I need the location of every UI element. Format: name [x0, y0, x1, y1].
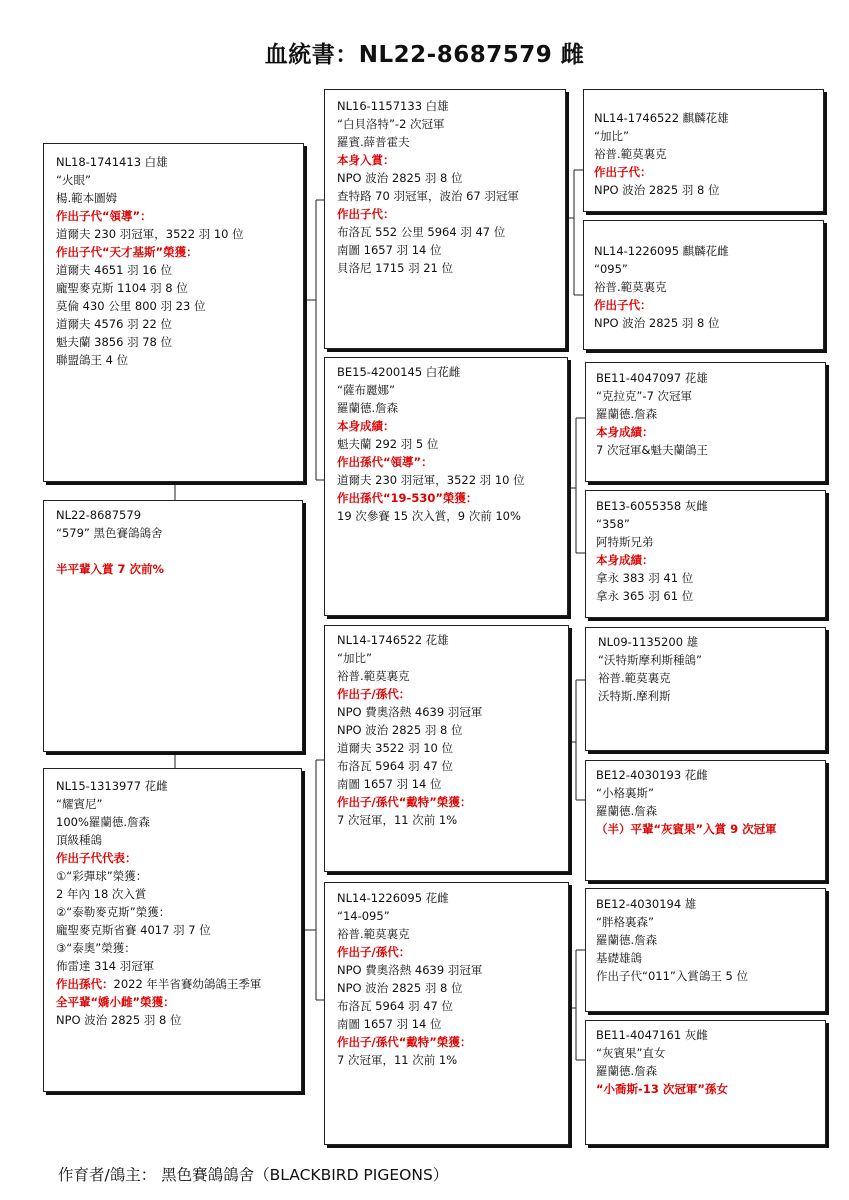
pedigree-line: ③“泰奧”榮獲：: [56, 941, 136, 955]
highlight-line: 半平輩入賞 7 次前%: [56, 562, 165, 576]
pedigree-line: “白貝洛特”-2 次冠軍: [337, 117, 445, 131]
pedigree-line: 基礎雄鴿: [596, 951, 642, 965]
sire-sire-dam-box: [583, 220, 824, 350]
ring-number: NL22-8687579: [56, 508, 142, 522]
connector-sire-parents: [304, 200, 324, 480]
pedigree-line: 羅賓.薛普霍夫: [337, 135, 410, 149]
ring-number: BE13-6055358 灰雌: [596, 499, 708, 513]
pedigree-line: 羅蘭德.詹森: [596, 1064, 658, 1078]
pedigree-line: 裕普.範莫裏克: [594, 147, 667, 161]
ring-number: BE12-4030194 雄: [596, 897, 697, 911]
blank-line: [56, 542, 290, 560]
pedigree-line: “薩布麗娜”: [337, 383, 395, 397]
pedigree-line: 道爾夫 230 羽冠軍，3522 羽 10 位: [56, 227, 244, 241]
connector-sd-parents: [566, 418, 585, 553]
pedigree-line: 布洛瓦 5964 羽 47 位: [337, 999, 454, 1013]
dam-sire-dam-box: [585, 760, 826, 881]
ring-number: NL09-1135200 雄: [598, 635, 699, 649]
pedigree-line: 道爾夫 3522 羽 10 位: [337, 741, 454, 755]
pedigree-line: “加比”: [337, 651, 372, 665]
pedigree-line: 羅蘭德.詹森: [596, 933, 658, 947]
pedigree-line: “胖格裏森”: [596, 915, 654, 929]
sire-dam-sire-box: [585, 362, 826, 482]
pedigree-line: 南圖 1657 羽 14 位: [337, 777, 442, 791]
pedigree-line: 佈雷達 314 羽冠軍: [56, 959, 155, 973]
sire-dam-box: [324, 357, 568, 616]
ring-number: BE11-4047097 花雄: [596, 371, 708, 385]
highlight-label: 作出孫代：: [56, 977, 114, 991]
ring-number: BE12-4030193 花雌: [596, 768, 708, 782]
pedigree-line: ②“泰勒麥克斯”榮獲：: [56, 905, 171, 919]
line-detail: 2022 年半省賽幼鴿鴿王季軍: [113, 977, 262, 991]
highlight-line: 全平輩“嬌小雌”榮獲：: [56, 995, 175, 1009]
pedigree-line: 羅蘭德.詹森: [337, 401, 399, 415]
pedigree-line: NPO 波治 2825 羽 8 位: [56, 1013, 182, 1027]
ring-number: NL16-1157133 白雄: [337, 99, 449, 113]
pedigree-line: NPO 波治 2825 羽 8 位: [337, 171, 463, 185]
pedigree-line: NPO 波治 2825 羽 8 位: [337, 723, 463, 737]
pedigree-line: 羅蘭德.詹森: [596, 407, 658, 421]
highlight-line: 作出子代“天才基斯”榮獲：: [56, 245, 198, 259]
pedigree-line: ①“彩彈球”榮獲：: [56, 869, 148, 883]
pedigree-line: “095”: [594, 262, 628, 276]
pedigree-line: “火眼”: [56, 173, 91, 187]
pedigree-line: 7 次冠軍，11 次前 1%: [337, 1053, 458, 1067]
dam-dam-dam-box: [585, 1020, 826, 1145]
highlight-line: 作出子代：: [337, 207, 395, 221]
pedigree-line: “小格裏斯”: [596, 786, 654, 800]
ring-number: BE15-4200145 白花雌: [337, 365, 461, 379]
ring-number: NL18-1741413 白雄: [56, 155, 168, 169]
pedigree-line: “14-095”: [337, 909, 390, 923]
ring-number: NL14-1746522 花雄: [337, 633, 449, 647]
pedigree-line: 作出子代“011”入賞鴿王 5 位: [596, 969, 748, 983]
highlight-line: 作出子代：: [594, 298, 652, 312]
dam-sire-box: [324, 625, 569, 872]
pedigree-line: 7 次冠軍，11 次前 1%: [337, 813, 458, 827]
pedigree-line: 拿永 383 羽 41 位: [596, 571, 694, 585]
highlight-line: 作出子/孫代：: [337, 945, 411, 959]
dam-box: [43, 768, 302, 1092]
pedigree-line: [56, 975, 289, 993]
ring-number: NL15-1313977 花雌: [56, 779, 168, 793]
pedigree-line: 頂級種鴿: [56, 833, 102, 847]
highlight-line: 本身成績：: [337, 419, 395, 433]
pedigree-line: 南圖 1657 羽 14 位: [337, 243, 442, 257]
pedigree-line: 布洛瓦 5964 羽 47 位: [337, 759, 454, 773]
highlight-line: 作出子/孫代“戴特”榮獲：: [337, 1035, 472, 1049]
pedigree-line: 聯盟鴿王 4 位: [56, 353, 129, 367]
pedigree-line: 裕普.範莫裏克: [594, 280, 667, 294]
highlight-line: 作出子/孫代：: [337, 687, 411, 701]
pedigree-line: 道爾夫 4576 羽 22 位: [56, 317, 173, 331]
pedigree-line: “579” 黑色賽鴿鴿舍: [56, 526, 163, 540]
pedigree-line: NPO 波治 2825 羽 8 位: [337, 981, 463, 995]
dam-dam-sire-box: [585, 888, 826, 1012]
sire-box: [43, 143, 304, 482]
pedigree-line: 拿永 365 羽 61 位: [596, 589, 694, 603]
dam-sire-sire-box: [585, 627, 826, 751]
pedigree-line: “沃特斯摩利斯種鴿”: [598, 653, 702, 667]
pedigree-line: 2 年內 18 次入賞: [56, 887, 147, 901]
ring-number: NL14-1746522 麒麟花雄: [594, 111, 729, 125]
pedigree-title: 血統書：NL22-8687579 雌: [264, 42, 585, 68]
pedigree-line: 布洛瓦 552 公里 5964 羽 47 位: [337, 225, 506, 239]
pedigree-line: 莫倫 430 公里 800 羽 23 位: [56, 299, 206, 313]
pedigree-line: NPO 波治 2825 羽 8 位: [594, 316, 720, 330]
highlight-line: 作出孫代“19-530”榮獲：: [337, 491, 478, 505]
pedigree-line: 19 次參賽 15 次入賞，9 次前 10%: [337, 509, 521, 523]
pedigree-line: 裕普.範莫裏克: [337, 669, 410, 683]
sire-sire-box: [324, 89, 566, 349]
connector-dd-parents: [569, 950, 585, 1060]
highlight-line: 本身成績：: [596, 425, 654, 439]
pedigree-line: 裕普.範莫裏克: [598, 671, 671, 685]
pedigree-line: 南圖 1657 羽 14 位: [337, 1017, 442, 1031]
pedigree-line: 道爾夫 4651 羽 16 位: [56, 263, 173, 277]
highlight-line: 作出子代“領導”：: [56, 209, 152, 223]
pedigree-line: NPO 費奧洛熱 4639 羽冠軍: [337, 963, 483, 977]
connector-ds-parents: [569, 680, 585, 800]
highlight-line: 作出孫代“領導”：: [337, 455, 433, 469]
pedigree-line: “克拉克”-7 次冠軍: [596, 389, 693, 403]
subject-box: [43, 500, 303, 752]
pedigree-line: 龐聖麥克斯 1104 羽 8 位: [56, 281, 188, 295]
pedigree-line: 裕普.範莫裏克: [337, 927, 410, 941]
highlight-line: “小喬斯-13 次冠軍”孫女: [596, 1082, 728, 1096]
pedigree-line: 道爾夫 230 羽冠軍，3522 羽 10 位: [337, 473, 525, 487]
connector-dam-parents: [304, 760, 324, 1000]
highlight-line: 作出子代：: [594, 165, 652, 179]
dam-dam-box: [324, 882, 569, 1145]
highlight-line: 作出子代代表：: [56, 851, 137, 865]
sire-dam-dam-box: [585, 490, 826, 618]
sire-sire-sire-box: [583, 89, 824, 212]
pedigree-line: “加比”: [594, 129, 629, 143]
pedigree-line: 沃特斯.摩利斯: [598, 689, 671, 703]
highlight-line: 作出子/孫代“戴特”榮獲：: [337, 795, 472, 809]
pedigree-line: 魁夫蘭 3856 羽 78 位: [56, 335, 173, 349]
highlight-line: 本身入賞：: [337, 153, 395, 167]
pedigree-line: “耀賓尼”: [56, 797, 103, 811]
pedigree-line: 7 次冠軍&魁夫蘭鴿王: [596, 443, 708, 457]
pedigree-line: “358”: [596, 517, 630, 531]
breeder-footer: 作育者/鴿主： 黑色賽鴿鴿舍（BLACKBIRD PIGEONS）: [58, 1166, 449, 1184]
pedigree-line: 龐聖麥克斯省賽 4017 羽 7 位: [56, 923, 211, 937]
pedigree-line: 阿特斯兄弟: [596, 535, 654, 549]
ring-number: NL14-1226095 花雌: [337, 891, 449, 905]
ring-number: BE11-4047161 灰雌: [596, 1028, 708, 1042]
highlight-line: （半）平輩“灰賓果”入賞 9 次冠軍: [596, 822, 777, 836]
highlight-line: 本身成績：: [596, 553, 654, 567]
pedigree-line: 羅蘭德.詹森: [596, 804, 658, 818]
ring-number: NL14-1226095 麒麟花雌: [594, 244, 729, 258]
connector-ss-parents: [566, 170, 583, 295]
pedigree-line: 100%羅蘭德.詹森: [56, 815, 151, 829]
pedigree-line: NPO 波治 2825 羽 8 位: [594, 183, 720, 197]
pedigree-line: 楊.範本圖姆: [56, 191, 118, 205]
pedigree-line: 貝洛尼 1715 羽 21 位: [337, 261, 454, 275]
pedigree-line: 魁夫蘭 292 羽 5 位: [337, 437, 439, 451]
pedigree-line: 查特路 70 羽冠軍，波治 67 羽冠軍: [337, 189, 519, 203]
pedigree-line: “灰賓果”直女: [596, 1046, 666, 1060]
pedigree-line: NPO 費奧洛熱 4639 羽冠軍: [337, 705, 483, 719]
